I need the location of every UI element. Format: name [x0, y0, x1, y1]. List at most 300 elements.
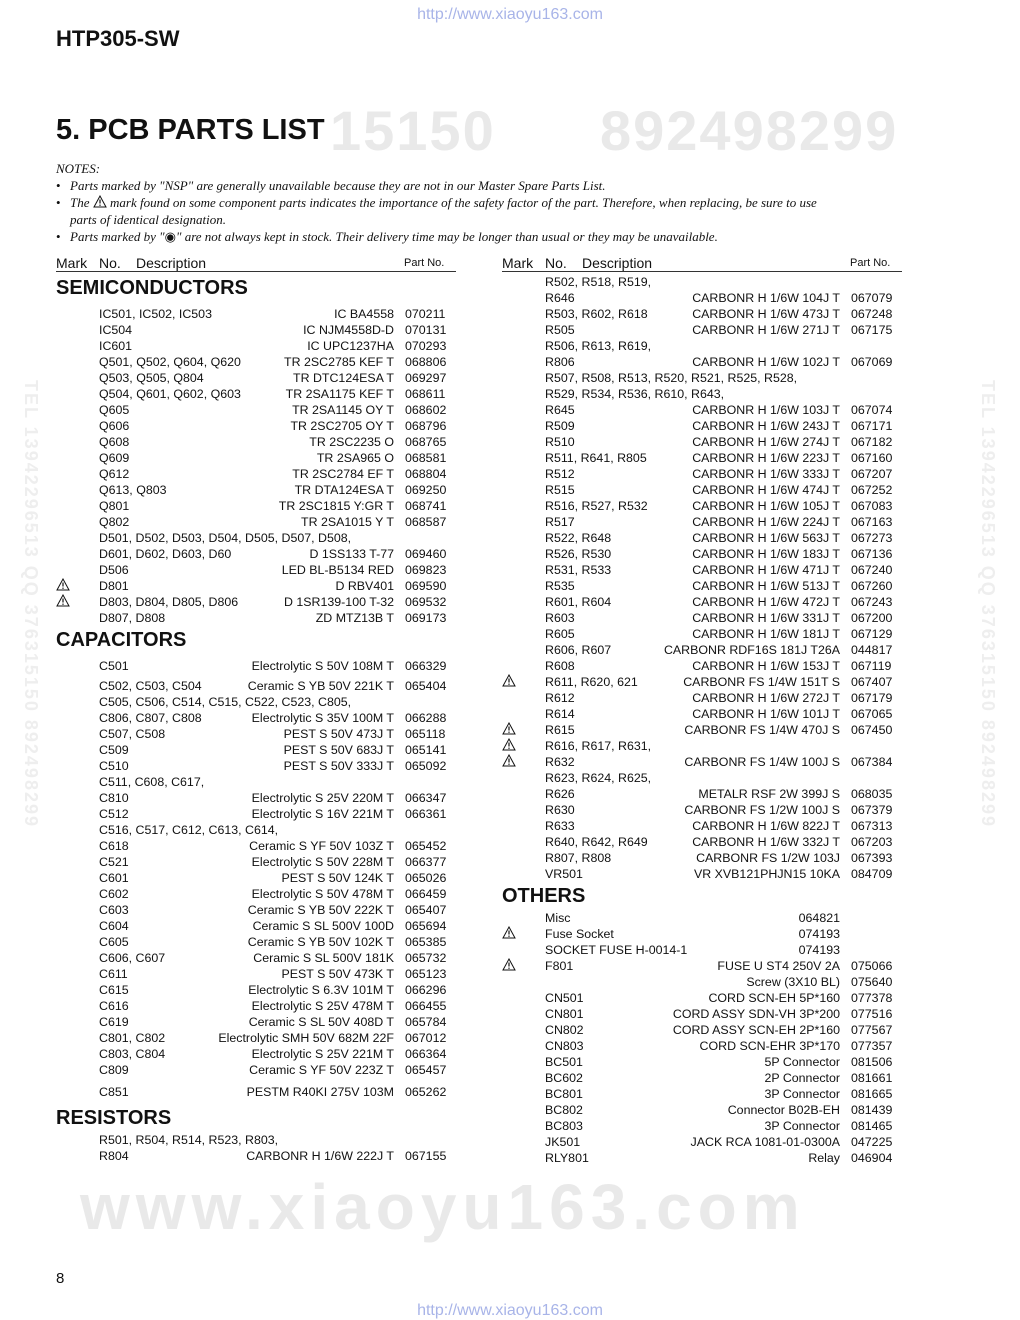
part-number: 067012 — [405, 1031, 447, 1045]
part-number: 065457 — [405, 1063, 447, 1077]
part-number: 067200 — [851, 611, 893, 625]
part-description: LED BL-B5134 RED — [281, 563, 394, 577]
table-row — [502, 802, 902, 818]
header-description: Description — [136, 255, 207, 271]
table-row — [502, 322, 902, 338]
part-description: Connector B02B-EH — [727, 1103, 840, 1117]
part-number: 067160 — [851, 451, 893, 465]
table-row — [56, 386, 456, 402]
table-row — [502, 658, 902, 674]
ref-designator: C605 — [99, 935, 129, 949]
part-number: 066288 — [405, 711, 447, 725]
ref-designator: R623, R624, R625, — [545, 771, 652, 785]
part-number: 065452 — [405, 839, 447, 853]
ref-designator: C809 — [99, 1063, 129, 1077]
part-description: CARBONR FS 1/2W 103J — [696, 851, 840, 865]
ref-designator: R522, R648 — [545, 531, 612, 545]
table-row — [56, 790, 456, 806]
ref-designator: RLY801 — [545, 1151, 589, 1165]
bullet-icon: • — [56, 195, 61, 210]
table-row — [56, 322, 456, 338]
part-description: CARBONR H 1/6W 331J T — [692, 611, 840, 625]
table-row — [56, 354, 456, 370]
part-number: 067384 — [851, 755, 893, 769]
table-row — [56, 530, 456, 546]
table-row — [502, 1102, 902, 1118]
table-row — [502, 610, 902, 626]
ref-designator: R626 — [545, 787, 575, 801]
ref-designator: R531, R533 — [545, 563, 612, 577]
part-number: 081465 — [851, 1119, 893, 1133]
part-description: CARBONR FS 1/4W 470J S — [684, 723, 840, 737]
table-row — [56, 966, 456, 982]
table-row — [502, 1134, 902, 1150]
part-description: CARBONR H 1/6W 224J T — [692, 515, 840, 529]
table-row — [56, 498, 456, 514]
table-row — [502, 1022, 902, 1038]
table-row — [502, 910, 902, 926]
part-description: TR 2SC2784 EF T — [292, 467, 394, 481]
table-row — [56, 982, 456, 998]
ref-designator: R608 — [545, 659, 575, 673]
part-description: CORD SCN-EH 5P*160 — [708, 991, 840, 1005]
ref-designator: R506, R613, R619, — [545, 339, 652, 353]
ref-designator: Q802 — [99, 515, 130, 529]
part-number: 077357 — [851, 1039, 893, 1053]
ref-designator: R511, R641, R805 — [545, 451, 647, 465]
part-number: 075066 — [851, 959, 893, 973]
part-description: 3P Connector — [764, 1087, 840, 1101]
ref-designator: R640, R642, R649 — [545, 835, 648, 849]
table-row — [56, 306, 456, 322]
part-description: Electrolytic S 6.3V 101M T — [248, 983, 394, 997]
table-row — [56, 806, 456, 822]
ref-designator: C502, C503, C504 — [99, 679, 202, 693]
table-row — [502, 514, 902, 530]
ref-designator: C516, C517, C612, C613, C614, — [99, 823, 279, 837]
table-row — [502, 674, 902, 690]
table-row — [502, 866, 902, 882]
table-row — [56, 918, 456, 934]
table-row — [56, 1132, 456, 1148]
ref-designator: BC501 — [545, 1055, 583, 1069]
table-row — [56, 418, 456, 434]
ref-designator: Fuse Socket — [545, 927, 614, 941]
ref-designator: CN501 — [545, 991, 584, 1005]
ref-designator: C806, C807, C808 — [99, 711, 202, 725]
ref-designator: R517 — [545, 515, 575, 529]
ref-designator: CN801 — [545, 1007, 584, 1021]
part-description: Ceramic S SL 500V 181K — [253, 951, 394, 965]
part-description: PESTM R40KI 275V 103M — [246, 1085, 394, 1099]
ref-designator: R510 — [545, 435, 575, 449]
notes-block — [56, 160, 916, 245]
ref-designator: C619 — [99, 1015, 129, 1029]
note-text: Parts marked by " — [70, 229, 165, 244]
ref-designator: C606, C607 — [99, 951, 166, 965]
part-number: 069173 — [405, 611, 447, 625]
ref-designator: R645 — [545, 403, 575, 417]
note-item — [56, 194, 916, 228]
part-description: CARBONR H 1/6W 472J T — [692, 595, 840, 609]
note-text: " are not always kept in stock. Their delivery time may be longer than usual or they may be unavailable. — [175, 229, 718, 244]
part-description: CARBONR H 1/6W 513J T — [692, 579, 840, 593]
ref-designator: R509 — [545, 419, 575, 433]
part-number: 075640 — [851, 975, 893, 989]
part-number: 065784 — [405, 1015, 447, 1029]
part-description: PEST S 50V 473K T — [281, 967, 394, 981]
part-number: 077567 — [851, 1023, 893, 1037]
table-row — [502, 354, 902, 370]
part-description: Ceramic S YB 50V 102K T — [247, 935, 394, 949]
part-number: 066329 — [405, 659, 447, 673]
safety-warning-icon — [502, 722, 516, 738]
part-number: 069590 — [405, 579, 447, 593]
part-number: 066364 — [405, 1047, 447, 1061]
table-row — [502, 1070, 902, 1086]
ref-designator: CN802 — [545, 1023, 584, 1037]
watermark-number: 892498299 — [600, 99, 899, 162]
part-number: 067379 — [851, 803, 893, 817]
part-description: CARBONR H 1/6W 471J T — [692, 563, 840, 577]
ref-designator: C521 — [99, 855, 129, 869]
section-heading: RESISTORS — [56, 1107, 172, 1129]
part-description: 2P Connector — [764, 1071, 840, 1085]
watermark-number: 15150 — [330, 99, 496, 162]
part-number: 077378 — [851, 991, 893, 1005]
part-number: 066296 — [405, 983, 447, 997]
part-description: TR DTC124ESA T — [293, 371, 394, 385]
table-row — [56, 1046, 456, 1062]
part-number: 068581 — [405, 451, 447, 465]
part-number: 067083 — [851, 499, 893, 513]
safety-warning-icon — [56, 578, 70, 594]
part-description: Electrolytic S 16V 221M T — [251, 807, 394, 821]
table-row — [56, 902, 456, 918]
ref-designator: R806 — [545, 355, 575, 369]
part-description: CARBONR H 1/6W 181J T — [692, 627, 840, 641]
part-description: CARBONR FS 1/4W 151T S — [683, 675, 840, 689]
header-no: No. — [545, 255, 567, 271]
part-number: 081506 — [851, 1055, 893, 1069]
ref-designator: R632 — [545, 755, 575, 769]
part-number: 067179 — [851, 691, 893, 705]
part-number: 065732 — [405, 951, 447, 965]
table-row — [56, 562, 456, 578]
table-row — [56, 578, 456, 594]
ref-designator: Q612 — [99, 467, 130, 481]
table-row — [56, 678, 456, 694]
table-row — [56, 370, 456, 386]
part-number: 069297 — [405, 371, 447, 385]
ref-designator: C603 — [99, 903, 129, 917]
part-number: 066459 — [405, 887, 447, 901]
part-number: 065404 — [405, 679, 447, 693]
part-description: Electrolytic S 35V 100M T — [251, 711, 394, 725]
part-description: CARBONR H 1/6W 274J T — [692, 435, 840, 449]
header-mark: Mark — [502, 255, 534, 271]
part-description: CARBONR H 1/6W 153J T — [692, 659, 840, 673]
table-row — [502, 482, 902, 498]
ref-designator: C602 — [99, 887, 129, 901]
part-description: D 1SS133 T-77 — [309, 547, 394, 561]
ref-designator: R529, R534, R536, R610, R643, — [545, 387, 725, 401]
part-number: 065118 — [405, 727, 446, 741]
note-text: The — [70, 195, 90, 210]
part-description: Electrolytic SMH 50V 682M 22F — [218, 1031, 394, 1045]
part-description: Ceramic S YB 50V 222K T — [247, 903, 394, 917]
table-row — [502, 1054, 902, 1070]
table-row — [502, 370, 902, 386]
part-number: 067273 — [851, 531, 893, 545]
table-row — [502, 306, 902, 322]
ref-designator: R601, R604 — [545, 595, 612, 609]
ref-designator: BC803 — [545, 1119, 583, 1133]
part-number: 064821 — [798, 911, 840, 925]
table-row — [56, 854, 456, 870]
section-heading: SEMICONDUCTORS — [56, 277, 248, 299]
part-number: 068806 — [405, 355, 447, 369]
ref-designator: D801 — [99, 579, 129, 593]
part-description: CARBONR H 1/6W 243J T — [692, 419, 840, 433]
part-number: 067313 — [851, 819, 893, 833]
table-row — [502, 402, 902, 418]
part-description: CARBONR H 1/6W 332J T — [692, 835, 840, 849]
part-number: 069823 — [405, 563, 447, 577]
table-row — [56, 1148, 456, 1164]
part-number: 070131 — [405, 323, 447, 337]
table-row — [502, 850, 902, 866]
table-row — [56, 658, 456, 674]
part-description: Ceramic S YF 50V 223Z T — [249, 1063, 394, 1077]
ref-designator: C507, C508 — [99, 727, 166, 741]
section-heading: CAPACITORS — [56, 629, 187, 651]
ref-designator: R807, R808 — [545, 851, 612, 865]
table-row — [56, 514, 456, 530]
ref-designator: Q504, Q601, Q602, Q603 — [99, 387, 241, 401]
watermark-site: www.xiaoyu163.com — [80, 1171, 806, 1243]
table-row — [56, 450, 456, 466]
part-number: 065262 — [405, 1085, 447, 1099]
ref-designator: R630 — [545, 803, 575, 817]
source-url[interactable]: http://www.xiaoyu163.com — [417, 1302, 603, 1319]
part-description: Ceramic S YF 50V 103Z T — [249, 839, 394, 853]
safety-warning-icon — [56, 594, 70, 610]
safety-warning-icon — [502, 674, 516, 690]
table-row — [56, 838, 456, 854]
table-row — [502, 1086, 902, 1102]
table-row — [502, 418, 902, 434]
part-description: CARBONR H 1/6W 272J T — [692, 691, 840, 705]
part-description: D RBV401 — [335, 579, 394, 593]
part-description: Electrolytic S 50V 108M T — [251, 659, 394, 673]
table-row — [56, 726, 456, 742]
note-item — [56, 228, 916, 245]
source-url[interactable]: http://www.xiaoyu163.com — [417, 6, 603, 23]
part-number: 068796 — [405, 419, 447, 433]
table-row — [502, 530, 902, 546]
part-number: 067240 — [851, 563, 893, 577]
part-number: 066361 — [405, 807, 447, 821]
part-number: 044817 — [851, 643, 893, 657]
table-row — [502, 958, 902, 974]
ref-designator: R515 — [545, 483, 575, 497]
ref-designator: JK501 — [545, 1135, 581, 1149]
part-description: CARBONR H 1/6W 271J T — [692, 323, 840, 337]
part-description: IC UPC1237HA — [307, 339, 394, 353]
part-number: 067119 — [851, 659, 892, 673]
part-description: Relay — [808, 1151, 840, 1165]
ref-designator: R606, R607 — [545, 643, 612, 657]
notes-label: NOTES: — [56, 161, 101, 176]
part-description: PEST S 50V 124K T — [281, 871, 394, 885]
part-number: 069250 — [405, 483, 447, 497]
ref-designator: R646 — [545, 291, 575, 305]
ref-designator: C618 — [99, 839, 129, 853]
ref-designator: R535 — [545, 579, 575, 593]
ref-designator: Misc — [545, 911, 571, 925]
ref-designator: C611 — [99, 967, 128, 981]
watermark-side-text: TEL 13942296513 QQ 376315150 892498299 — [978, 380, 998, 828]
ref-designator: Q609 — [99, 451, 130, 465]
table-row — [502, 498, 902, 514]
part-description: Electrolytic S 25V 221M T — [251, 1047, 394, 1061]
safety-warning-icon — [502, 958, 516, 974]
part-number: 067136 — [851, 547, 893, 561]
ref-designator: R502, R518, R519, — [545, 275, 652, 289]
part-description: CORD ASSY SCN-EH 2P*160 — [672, 1023, 840, 1037]
part-number: 046904 — [851, 1151, 893, 1165]
part-description: CARBONR H 1/6W 104J T — [692, 291, 840, 305]
table-row — [56, 934, 456, 950]
part-number: 065141 — [405, 743, 447, 757]
table-row — [56, 482, 456, 498]
table-row — [56, 822, 456, 838]
part-description: Screw (3X10 BL) — [746, 975, 840, 989]
table-row — [56, 870, 456, 886]
ref-designator: D601, D602, D603, D60 — [99, 547, 232, 561]
ref-designator: C511, C608, C617, — [99, 775, 205, 789]
part-description: TR 2SC2705 OY T — [290, 419, 394, 433]
part-number: 068602 — [405, 403, 447, 417]
part-description: IC BA4558 — [334, 307, 394, 321]
part-number: 067171 — [851, 419, 893, 433]
safety-warning-icon — [502, 754, 516, 770]
header-mark: Mark — [56, 255, 88, 271]
table-header — [56, 255, 456, 272]
ref-designator: F801 — [545, 959, 574, 973]
part-description: CARBONR FS 1/2W 100J S — [684, 803, 840, 817]
table-row — [502, 386, 902, 402]
ref-designator: C801, C802 — [99, 1031, 166, 1045]
ref-designator: R501, R504, R514, R523, R803, — [99, 1133, 279, 1147]
part-number: 067407 — [851, 675, 893, 689]
part-description: CARBONR RDF16S 181J T26A — [663, 643, 840, 657]
part-description: 3P Connector — [764, 1119, 840, 1133]
ref-designator: C851 — [99, 1085, 129, 1099]
table-row — [56, 1062, 456, 1078]
table-row — [502, 642, 902, 658]
part-number: 067393 — [851, 851, 893, 865]
part-number: 081661 — [851, 1071, 893, 1085]
part-description: CORD ASSY SDN-VH 3P*200 — [672, 1007, 840, 1021]
part-number: 067252 — [851, 483, 893, 497]
header-part-no: Part No. — [404, 257, 445, 269]
header-description: Description — [582, 255, 653, 271]
part-description: D 1SR139-100 T-32 — [284, 595, 394, 609]
ref-designator: R512 — [545, 467, 575, 481]
table-row — [502, 1038, 902, 1054]
table-row — [56, 950, 456, 966]
part-description: Ceramic S SL 500V 100D — [252, 919, 394, 933]
ref-designator: R516, R527, R532 — [545, 499, 648, 513]
table-row — [56, 546, 456, 562]
ref-designator: C615 — [99, 983, 129, 997]
part-number: 068804 — [405, 467, 447, 481]
header-part-no: Part No. — [850, 257, 891, 269]
table-row — [502, 942, 902, 958]
table-row — [56, 710, 456, 726]
part-number: 065407 — [405, 903, 447, 917]
table-row — [502, 834, 902, 850]
ref-designator: CN803 — [545, 1039, 584, 1053]
safety-warning-icon — [502, 926, 516, 942]
header-no: No. — [99, 255, 121, 271]
part-number: 084709 — [851, 867, 893, 881]
part-number: 067182 — [851, 435, 893, 449]
safety-warning-icon — [93, 195, 107, 208]
part-number: 067207 — [851, 467, 893, 481]
table-row — [502, 546, 902, 562]
ref-designator: BC802 — [545, 1103, 583, 1117]
part-description: Electrolytic S 50V 228M T — [251, 855, 394, 869]
ref-designator: Q801 — [99, 499, 130, 513]
part-number: 077516 — [851, 1007, 893, 1021]
part-description: TR 2SA1015 Y T — [301, 515, 394, 529]
ref-designator: IC501, IC502, IC503 — [99, 307, 212, 321]
ref-designator: SOCKET FUSE H-0014-1 — [545, 943, 688, 957]
table-header — [502, 255, 902, 272]
table-row — [56, 758, 456, 774]
ref-designator: R633 — [545, 819, 575, 833]
stock-symbol-icon: ◉ — [164, 229, 176, 244]
part-number: 047225 — [851, 1135, 893, 1149]
part-description: CARBONR H 1/6W 103J T — [692, 403, 840, 417]
part-description: CARBONR H 1/6W 223J T — [692, 451, 840, 465]
part-description: CARBONR H 1/6W 563J T — [692, 531, 840, 545]
ref-designator: Q503, Q505, Q804 — [99, 371, 204, 385]
page-title: 5. PCB PARTS LIST — [56, 114, 325, 146]
ref-designator: R804 — [99, 1149, 129, 1163]
table-row — [56, 610, 456, 626]
parts-column-right — [502, 255, 902, 1166]
table-row — [502, 770, 902, 786]
ref-designator: C505, C506, C514, C515, C522, C523, C805, — [99, 695, 352, 709]
ref-designator: C810 — [99, 791, 129, 805]
part-description: FUSE U ST4 250V 2A — [717, 959, 840, 973]
table-row — [56, 594, 456, 610]
part-description: TR 2SA1145 OY T — [292, 403, 394, 417]
part-description: TR 2SC1815 Y:GR T — [278, 499, 394, 513]
ref-designator: BC801 — [545, 1087, 583, 1101]
part-description: CORD SCN-EHR 3P*170 — [699, 1039, 840, 1053]
table-row — [502, 626, 902, 642]
table-row — [502, 338, 902, 354]
note-item — [56, 177, 916, 194]
ref-designator: R611, R620, 621 — [545, 675, 638, 689]
part-description: CARBONR H 1/6W 183J T — [692, 547, 840, 561]
ref-designator: C510 — [99, 759, 129, 773]
